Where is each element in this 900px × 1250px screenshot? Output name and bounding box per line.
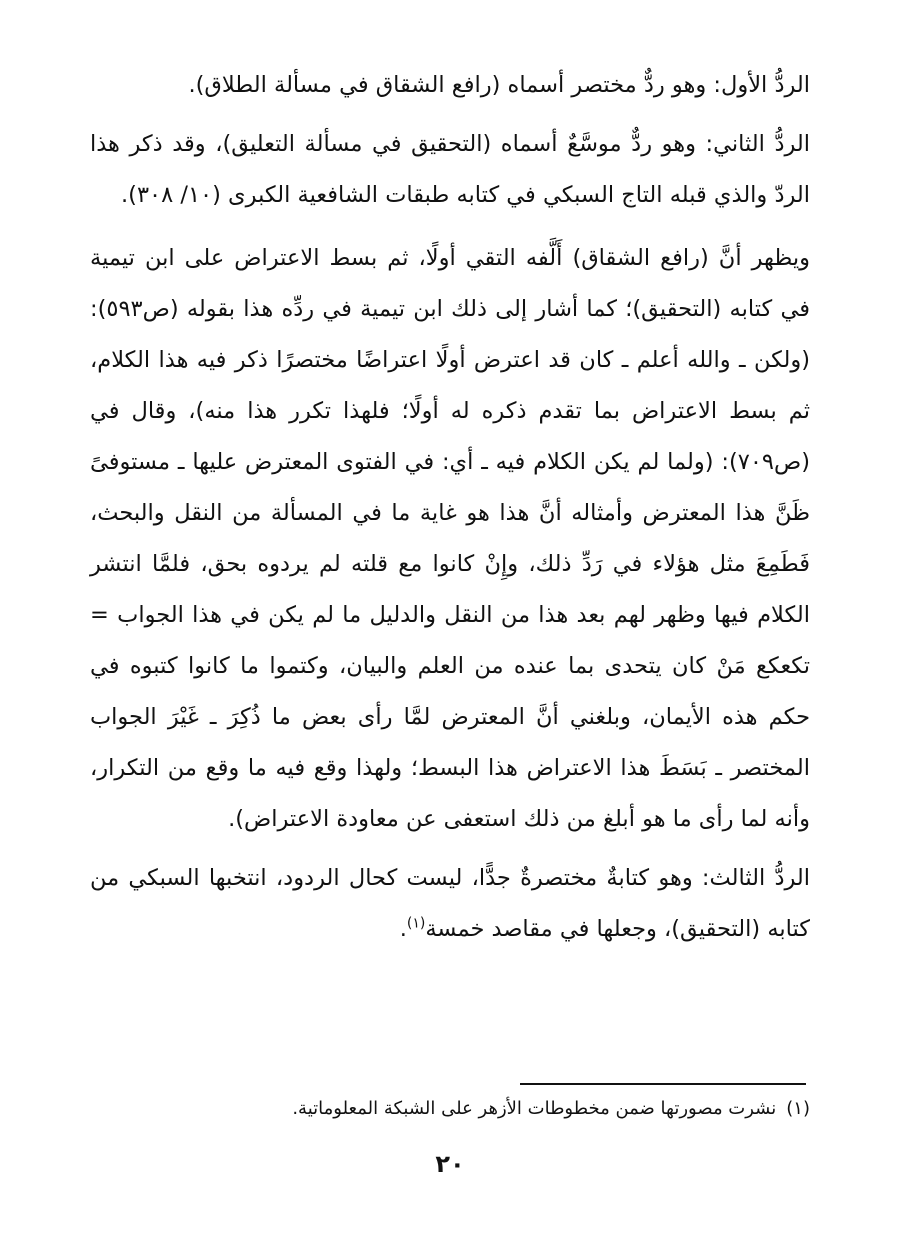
footnote-reference: (١) [406, 915, 426, 932]
paragraph-discussion: ويظهر أنَّ (رافع الشقاق) أَلَّفه التقي أولًا، ثم بسط الاعتراض على ابن تيمية في كتابه (التحقيق)؛ كما أشار إلى ذلك ابن تيمية في ردِّه هذا بقوله (ص٥٩٣): (ولكن ـ والله أعلم ـ كان قد اعترض أولًا اعتراضًا مختصرًا ذكر فيه هذا الكلام، ثم بسط الاعتراض بما تقدم ذكره له أولًا؛ فلهذا تكرر هذا منه)، وقال في (ص٧٠٩): (ولما لم يكن الكلام فيه ـ أي: في الفتوى المعترض عليها ـ مستوفىً ظَنَّ هذا المعترض وأمثاله أنَّ هذا هو غاية ما في المسألة من النقل والبحث، فَطَمِعَ مثل هؤلاء في رَدِّ ذلك، وإِنْ كانوا مع قلته لم يردوه بحق، فلمَّا انتشر الكلام فيها وظهر لهم بعد هذا من النقل والدليل ما لم يكن في هذا الجواب = تكعكع مَنْ كان يتحدى بما عنده من العلم والبيان، وكتموا ما كانوا كتبوه في حكم هذه الأيمان، وبلغني أنَّ المعترض لمَّا رأى بعض ما ذُكِرَ ـ غَيْرَ الجواب المختصر ـ بَسَطَ هذا الاعتراض هذا البسط؛ ولهذا وقع فيه ما وقع من التكرار، وأنه لما رأى ما هو أبلغ من ذلك استعفى عن معاودة الاعتراض). [90, 245, 810, 832]
paragraph-first-reply: الردُّ الأول: وهو ردٌّ مختصر أسماه (رافع الشقاق في مسألة الطلاق). [188, 72, 810, 98]
paragraph-third-reply [90, 853, 810, 955]
footnote-text: نشرت مصورتها ضمن مخطوطات الأزهر على الشبكة المعلوماتية. [292, 1098, 777, 1119]
footnote [90, 1094, 810, 1124]
page-body [90, 60, 810, 955]
footnote-marker: (١) [786, 1098, 810, 1119]
page-number: ٢٠ [435, 1150, 465, 1178]
paragraph-third-reply-end: . [399, 916, 407, 942]
footnote-divider [520, 1083, 806, 1085]
paragraph-second-reply: الردُّ الثاني: وهو ردٌّ موسَّعٌ أسماه (التحقيق في مسألة التعليق)، وقد ذكر هذا الردّ والذي قبله التاج السبكي في كتابه طبقات الشافعية الكبرى (١٠/ ٣٠٨). [90, 131, 810, 208]
paragraph-third-reply-text: الردُّ الثالث: وهو كتابةٌ مختصرةٌ جدًّا، ليست كحال الردود، انتخبها السبكي من كتابه (التحقيق)، وجعلها في مقاصد خمسة [90, 865, 810, 942]
